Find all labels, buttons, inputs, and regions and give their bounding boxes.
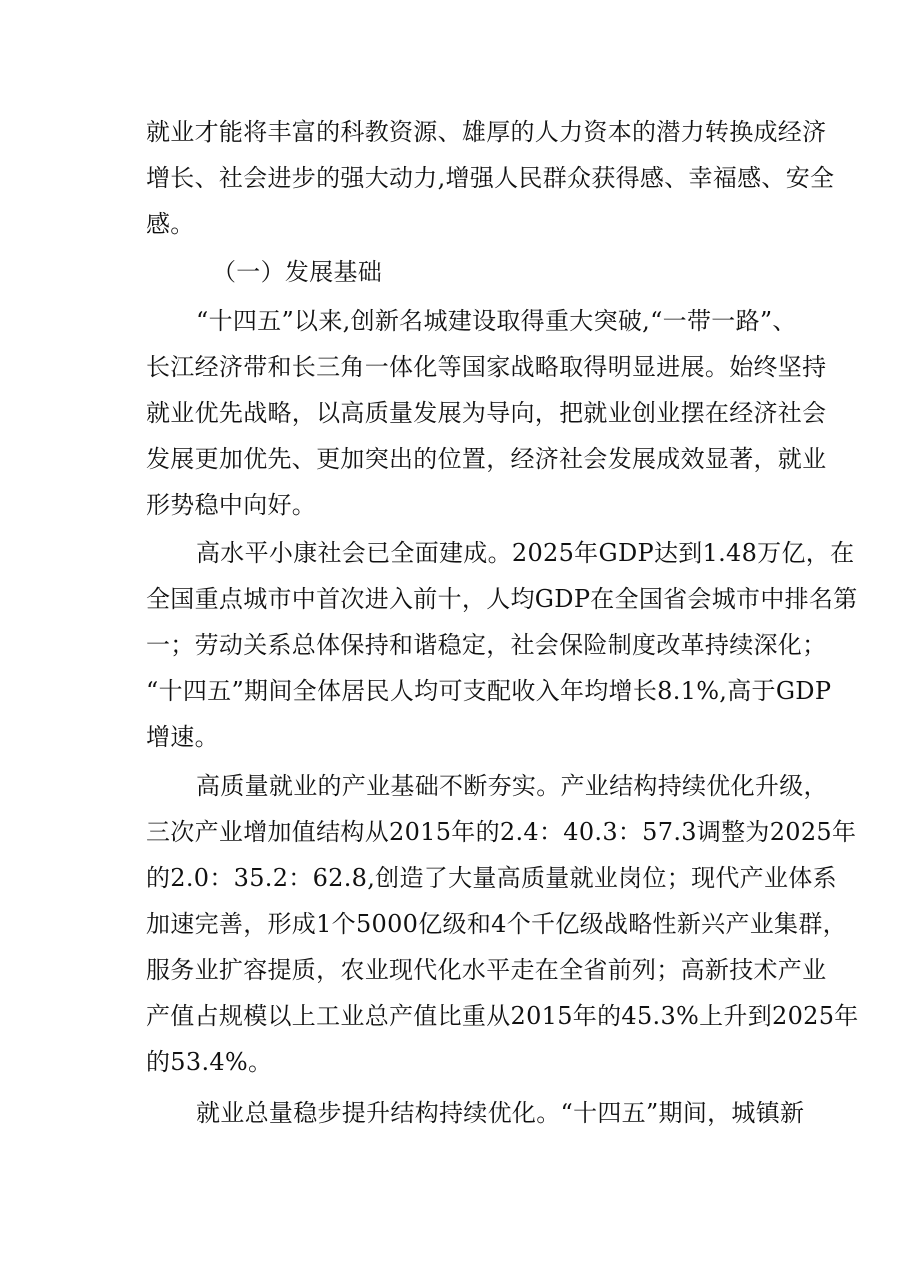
paragraph-line: 高水平小康社会已全面建成。2025年GDP达到1.48万亿，在	[196, 539, 855, 567]
paragraph-line: 的2.0：35.2：62.8,创造了大量高质量就业岗位；现代产业体系	[146, 864, 837, 892]
paragraph-line: 一；劳动关系总体保持和谐稳定，社会保险制度改革持续深化；	[146, 631, 827, 659]
paragraph-line: 增长、社会进步的强大动力,增强人民群众获得感、幸福感、安全	[146, 164, 835, 192]
paragraph-line: 全国重点城市中首次进入前十，人均GDP在全国省会城市中排名第	[146, 585, 858, 613]
paragraph-line: 感。	[146, 210, 195, 238]
paragraph-line: 发展更加优先、更加突出的位置，经济社会发展成效显著，就业	[146, 445, 827, 473]
paragraph-line: 服务业扩容提质，农业现代化水平走在全省前列；高新技术产业	[146, 956, 827, 984]
paragraph-line: 三次产业增加值结构从2015年的2.4：40.3：57.3调整为2025年	[146, 818, 857, 846]
paragraph-line: 的53.4%。	[146, 1048, 273, 1076]
paragraph-line: 就业优先战略，以高质量发展为导向，把就业创业摆在经济社会	[146, 399, 827, 427]
paragraph-line: 长江经济带和长三角一体化等国家战略取得明显进展。始终坚持	[146, 353, 827, 381]
paragraph-line: 增速。	[146, 723, 219, 751]
paragraph-line: 就业总量稳步提升结构持续优化。“十四五”期间，城镇新	[196, 1099, 805, 1127]
paragraph-line: 形势稳中向好。	[146, 491, 317, 519]
paragraph-line: 产值占规模以上工业总产值比重从2015年的45.3%上升到2025年	[146, 1002, 859, 1030]
paragraph-line: 就业才能将丰富的科教资源、雄厚的人力资本的潜力转换成经济	[146, 118, 827, 146]
paragraph-line: “十四五”以来,创新名城建设取得重大突破,“一带一路”、	[196, 307, 797, 335]
paragraph-line: 加速完善，形成1个5000亿级和4个千亿级战略性新兴产业集群，	[146, 910, 847, 938]
paragraph-line: 高质量就业的产业基础不断夯实。产业结构持续优化升级，	[196, 772, 828, 800]
section-heading: （一）发展基础	[212, 258, 383, 286]
paragraph-line: “十四五”期间全体居民人均可支配收入年均增长8.1%,高于GDP	[146, 677, 832, 705]
